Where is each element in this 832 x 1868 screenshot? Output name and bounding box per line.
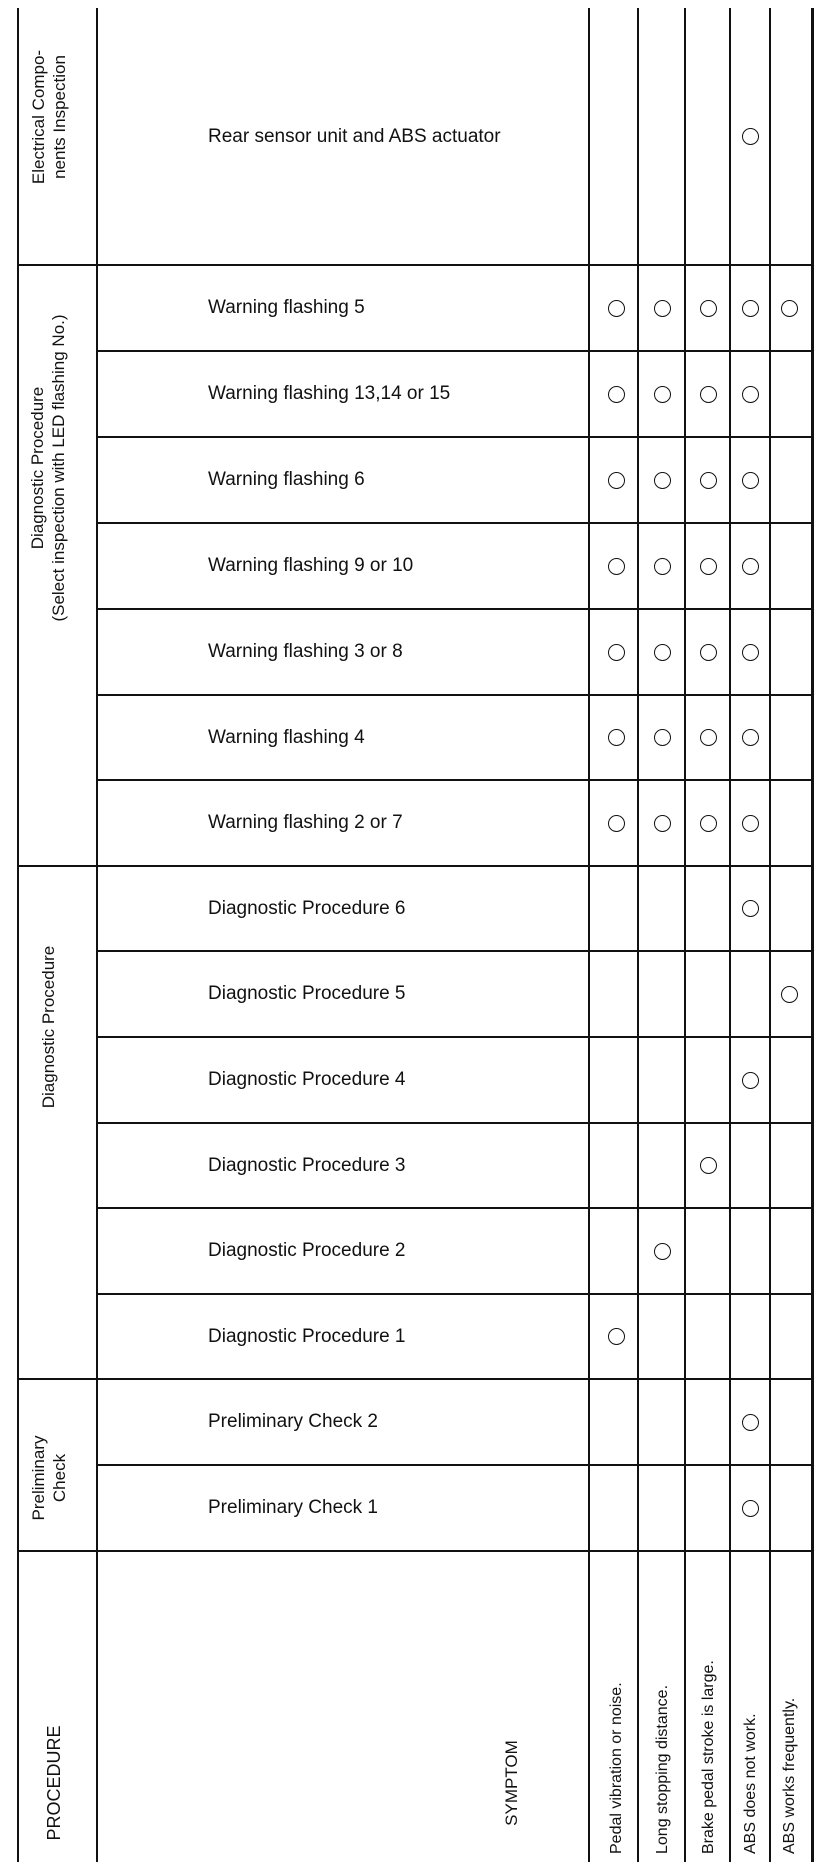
row-label: Warning flashing 5 bbox=[208, 297, 365, 318]
grid-line bbox=[637, 8, 639, 1862]
applicable-mark bbox=[742, 300, 759, 317]
grid-line bbox=[97, 1036, 812, 1038]
grid-line bbox=[18, 1378, 812, 1381]
grid-line bbox=[18, 865, 812, 868]
row-label: Rear sensor unit and ABS actuator bbox=[208, 125, 501, 147]
applicable-mark bbox=[742, 644, 759, 661]
applicable-mark bbox=[700, 729, 717, 746]
applicable-mark bbox=[700, 644, 717, 661]
grid-line bbox=[97, 1464, 812, 1466]
applicable-mark bbox=[654, 644, 671, 661]
applicable-mark bbox=[700, 300, 717, 317]
applicable-mark bbox=[742, 1500, 759, 1517]
applicable-mark bbox=[742, 472, 759, 489]
row-label: Diagnostic Procedure 5 bbox=[208, 983, 406, 1004]
applicable-mark bbox=[742, 128, 759, 145]
row-label: Warning flashing 2 or 7 bbox=[208, 812, 403, 833]
symptom-label: Brake pedal stroke is large. bbox=[699, 1660, 717, 1854]
row-label: Diagnostic Procedure 6 bbox=[208, 897, 406, 919]
row-label: Diagnostic Procedure 1 bbox=[208, 1325, 406, 1347]
applicable-mark bbox=[700, 815, 717, 832]
row-label: Warning flashing 4 bbox=[208, 726, 365, 748]
grid-line bbox=[97, 522, 812, 524]
grid-line bbox=[97, 608, 812, 610]
grid-line bbox=[97, 1122, 812, 1124]
applicable-mark bbox=[700, 386, 717, 403]
symptom-header: SYMPTOM bbox=[502, 1740, 521, 1826]
applicable-mark bbox=[608, 1328, 625, 1345]
applicable-mark bbox=[654, 815, 671, 832]
grid-line bbox=[97, 1207, 812, 1209]
applicable-mark bbox=[781, 986, 798, 1003]
applicable-mark bbox=[608, 644, 625, 661]
group-label-diagnostic-led: Diagnostic Procedure (Select inspection with LED flashing No.) bbox=[28, 314, 68, 622]
applicable-mark bbox=[742, 558, 759, 575]
symptom-label: ABS works frequently. bbox=[780, 1697, 798, 1854]
row-label: Preliminary Check 2 bbox=[208, 1411, 378, 1432]
grid-line bbox=[18, 1550, 812, 1553]
symptom-label: Long stopping distance. bbox=[653, 1684, 671, 1854]
applicable-mark bbox=[654, 1243, 671, 1260]
applicable-mark bbox=[608, 386, 625, 403]
grid-line bbox=[17, 8, 20, 1862]
applicable-mark bbox=[654, 472, 671, 489]
grid-line bbox=[729, 8, 731, 1862]
applicable-mark bbox=[608, 472, 625, 489]
grid-line bbox=[97, 436, 812, 438]
applicable-mark bbox=[654, 558, 671, 575]
row-label: Diagnostic Procedure 2 bbox=[208, 1240, 406, 1261]
applicable-mark bbox=[608, 815, 625, 832]
row-label: Preliminary Check 1 bbox=[208, 1497, 378, 1518]
row-label: Warning flashing 13,14 or 15 bbox=[208, 383, 451, 404]
applicable-mark bbox=[781, 300, 798, 317]
row-label: Diagnostic Procedure 3 bbox=[208, 1154, 406, 1176]
applicable-mark bbox=[608, 300, 625, 317]
grid-line bbox=[96, 8, 99, 1862]
grid-line bbox=[97, 350, 812, 352]
applicable-mark bbox=[608, 558, 625, 575]
symptom-label: ABS does not work. bbox=[741, 1713, 759, 1854]
row-label: Warning flashing 9 or 10 bbox=[208, 555, 414, 576]
grid-line bbox=[684, 8, 686, 1862]
applicable-mark bbox=[700, 472, 717, 489]
applicable-mark bbox=[742, 815, 759, 832]
group-label-electrical: Electrical Compo- nents Inspection bbox=[29, 49, 69, 185]
applicable-mark bbox=[742, 900, 759, 917]
applicable-mark bbox=[742, 1414, 759, 1431]
row-label: Warning flashing 6 bbox=[208, 469, 365, 490]
grid-line bbox=[18, 264, 812, 267]
applicable-mark bbox=[608, 729, 625, 746]
applicable-mark bbox=[654, 386, 671, 403]
applicable-mark bbox=[742, 386, 759, 403]
row-label: Warning flashing 3 or 8 bbox=[208, 641, 403, 662]
group-label-diagnostic: Diagnostic Procedure bbox=[39, 945, 58, 1109]
applicable-mark bbox=[654, 729, 671, 746]
applicable-mark bbox=[742, 729, 759, 746]
grid-line bbox=[588, 8, 590, 1862]
group-label-preliminary: Preliminary Check bbox=[29, 1435, 69, 1521]
grid-line bbox=[769, 8, 771, 1862]
grid-line bbox=[97, 779, 812, 781]
grid-line bbox=[97, 694, 812, 696]
applicable-mark bbox=[654, 300, 671, 317]
grid-line bbox=[97, 950, 812, 952]
procedure-header: PROCEDURE bbox=[44, 1725, 64, 1841]
row-label: Diagnostic Procedure 4 bbox=[208, 1069, 406, 1090]
applicable-mark bbox=[700, 1157, 717, 1174]
applicable-mark bbox=[700, 558, 717, 575]
symptom-label: Pedal vibration or noise. bbox=[607, 1682, 625, 1854]
grid-line bbox=[811, 8, 814, 1862]
grid-line bbox=[97, 1293, 812, 1295]
applicable-mark bbox=[742, 1072, 759, 1089]
